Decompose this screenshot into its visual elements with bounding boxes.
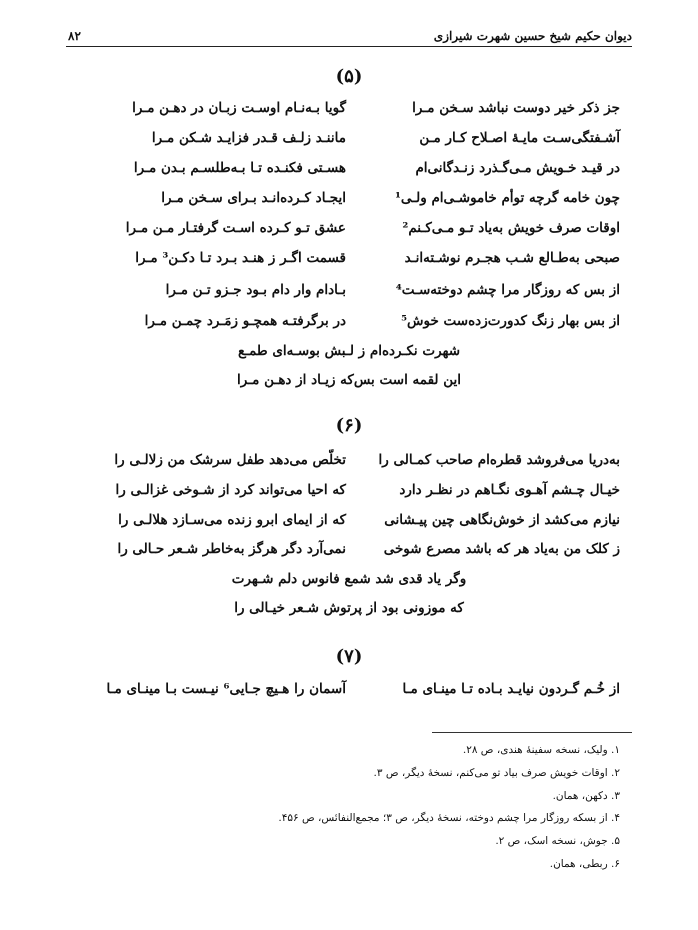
closing-5-first: شهرت نکـرده‌ام ز لـبش بوسـه‌ای طمـع: [237, 343, 461, 359]
couplet-5-5-second: عشق تـو کـرده اسـت گرفتـار مـن مـرا: [125, 220, 346, 236]
footnote-6: ۶. ربطی، همان.: [549, 858, 620, 870]
couplet-5-4-first: چون خامه گرچه توأم خاموشـی‌ام ولـی¹: [394, 190, 620, 206]
couplet-6-4-first: ز کلک من به‌یاد هر که باشد مصرع شوخی: [383, 541, 620, 557]
header-divider: [66, 46, 632, 47]
couplet-5-2-first: آشـفتگی‌سـت مایـۀ اصـلاح کـار مـن: [419, 130, 620, 146]
couplet-7-1-first: از خُـم گـردون نیایـد بـاده تـا مینـای مـا: [402, 681, 620, 697]
couplet-6-3-first: نیازم می‌کشد از خوش‌نگاهی چین پیـشانی: [384, 512, 620, 528]
page-header: [68, 26, 632, 46]
page-number: ۸۲: [68, 29, 81, 43]
poem-number-5: (۵): [335, 66, 363, 87]
couplet-5-3-first: در قیـد خـویش مـی‌گـذرد زنـدگانی‌ام: [415, 160, 620, 176]
couplet-5-3-second: هسـتی فکنـده تـا بـه‌طلسـم بـدن مـرا: [133, 160, 346, 176]
couplet-6-4-second: نمی‌آرد دگر هرگز به‌خاطر شـعر حـالی را: [117, 541, 346, 557]
couplet-6-3-second: که از ایمای ابرو زنده می‌سـازد هلالـی را: [118, 512, 346, 528]
couplet-6-2-first: خیـال چـشم آهـوی نگـاهم در نظـر دارد: [399, 482, 620, 498]
couplet-5-2-second: ماننـد زلـف قـدر فزایـد شـکن مـرا: [151, 130, 346, 146]
couplet-6-1-second: تخلّص می‌دهد طفل سرشک من زلالـی را: [114, 452, 346, 468]
footnote-1: ۱. ولیک، نسخه سفینۀ هندی، ص ۲۸.: [462, 744, 620, 756]
couplet-5-7-first: از بس که روزگار مرا چشم دوخته‌سـت⁴: [395, 282, 620, 298]
poem-number-7: (۷): [335, 646, 363, 667]
poem-number-6: (۶): [335, 415, 363, 436]
couplet-5-4-second: ایجـاد کـرده‌انـد بـرای سـخن مـرا: [161, 190, 346, 206]
couplet-5-8-second: در برگرفتـه همچـو زمَـرد چمـن مـرا: [144, 313, 346, 329]
closing-5-second: این لقمه است بس‌که زیـاد از دهـن مـرا: [237, 372, 461, 388]
couplet-5-6-first: صبحی به‌طـالع شـب هجـرم نوشـته‌انـد: [404, 250, 620, 266]
footnote-4: ۴. از بسکه روزگار مرا چشم دوخته، نسخۀ دیگر، ص ۳؛ مجمع‌النفائس، ص ۴۵۶.: [278, 812, 620, 824]
couplet-5-8-first: از بس بهار زنگ کدورت‌زده‌ست خوش⁵: [401, 313, 620, 329]
couplet-5-5-first: اوقات صرف خویش به‌یاد تـو مـی‌کـنم²: [402, 220, 620, 236]
closing-6-first: وگر یاد قدی شد شمع فانوس دلم شـهرت: [231, 571, 467, 587]
footnote-2: ۲. اوقات خویش صرف بیاد تو می‌کنم، نسخۀ دیگر، ص ۳.: [373, 767, 620, 779]
closing-6-second: که موزونی بود از پرتوش شـعر خیـالی را: [234, 600, 464, 616]
footnote-divider: [432, 732, 632, 733]
couplet-7-1-second: آسمان را هـیچ جـایی⁶ نیـست بـا مینـای مـا: [106, 681, 346, 697]
footnote-3: ۳. دکهن، همان.: [552, 790, 620, 802]
couplet-5-6-second: قسمت اگـر ز هنـد بـرد تـا دکـن³ مـرا: [135, 250, 346, 266]
running-title: دیوان حکیم شیخ حسین شهرت شیرازی: [433, 29, 632, 43]
footnote-5: ۵. جوش، نسخه اسک، ص ۲.: [495, 835, 620, 847]
couplet-5-1-first: جز ذکر خیر دوست نباشد سـخن مـرا: [412, 100, 620, 116]
couplet-6-1-first: به‌دریا می‌فروشد قطره‌ام صاحب کمـالی را: [378, 452, 620, 468]
couplet-6-2-second: که احیا می‌تواند کرد از شـوخی غزالـی را: [115, 482, 346, 498]
couplet-5-7-second: بـادام وار دام بـود جـزو تـن مـرا: [165, 282, 346, 298]
couplet-5-1-second: گویا بـه‌نـام اوسـت زبـان در دهـن مـرا: [132, 100, 346, 116]
